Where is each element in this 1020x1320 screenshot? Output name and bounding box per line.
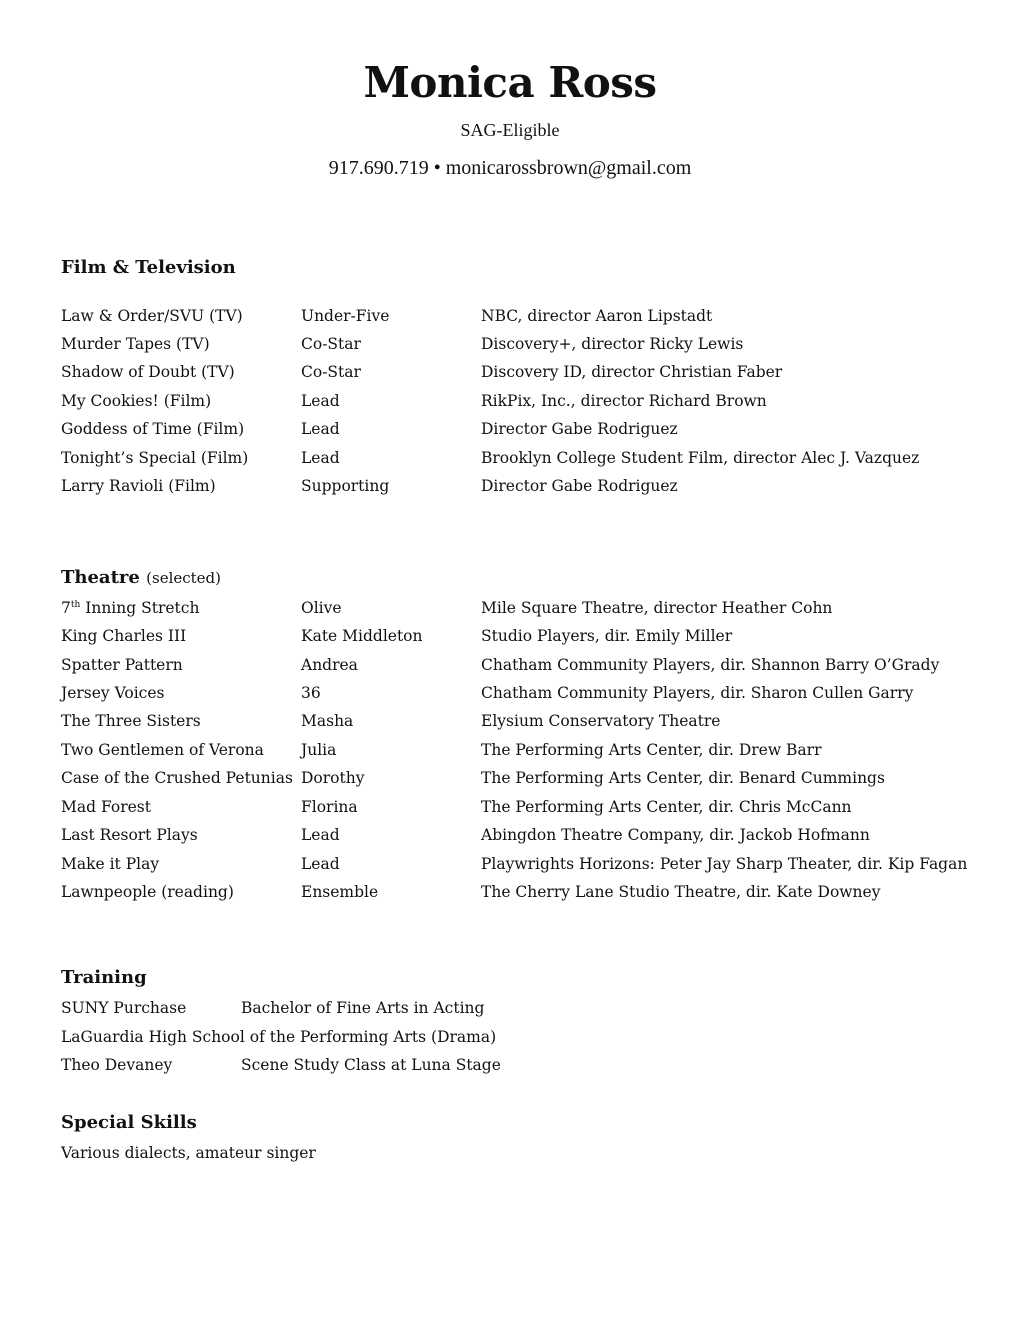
credit-title: Last Resort Plays (61, 826, 198, 844)
credit-role: Julia (301, 741, 337, 759)
credit-company: The Performing Arts Center, dir. Benard Cummings (481, 769, 885, 787)
credit-row (61, 766, 961, 790)
credit-company: Studio Players, dir. Emily Miller (481, 627, 733, 645)
training-school: SUNY Purchase (61, 999, 187, 1017)
credit-title: Spatter Pattern (61, 656, 183, 674)
credit-title: Law & Order/SVU (TV) (61, 307, 243, 325)
credit-title: Larry Ravioli (Film) (61, 477, 216, 495)
credit-title: King Charles III (61, 627, 187, 645)
credit-company: Playwrights Horizons: Peter Jay Sharp Theater, dir. Kip Fagan (481, 855, 968, 873)
credit-company: Abingdon Theatre Company, dir. Jackob Hofmann (481, 826, 870, 844)
credit-role: Masha (301, 712, 354, 730)
credit-title: My Cookies! (Film) (61, 392, 212, 410)
credit-title: Make it Play (61, 855, 160, 873)
credit-company: Brooklyn College Student Film, director Alec J. Vazquez (481, 449, 920, 467)
credit-title: Goddess of Time (Film) (61, 420, 245, 438)
section-note: (selected) (146, 569, 222, 587)
credit-row (61, 446, 961, 470)
credit-role: Co-Star (301, 335, 361, 353)
credit-title: Tonight’s Special (Film) (61, 449, 249, 467)
credit-title: Shadow of Doubt (TV) (61, 363, 235, 381)
credit-company: The Performing Arts Center, dir. Chris McCann (481, 798, 852, 816)
training-row (61, 996, 961, 1020)
credit-title: Jersey Voices (61, 684, 165, 702)
credit-row (61, 304, 961, 328)
credit-row (61, 880, 961, 904)
credit-title: Case of the Crushed Petunias (61, 769, 293, 787)
credit-role: Kate Middleton (301, 627, 423, 645)
credit-title: Murder Tapes (TV) (61, 335, 210, 353)
credit-role: 36 (301, 684, 321, 702)
resume-name: Monica Ross (363, 58, 657, 107)
training-program: Bachelor of Fine Arts in Acting (241, 999, 485, 1017)
contact-info: 917.690.719 • monicarossbrown@gmail.com (328, 157, 692, 179)
credit-role: Andrea (301, 656, 358, 674)
credit-row (61, 332, 961, 356)
credit-row (61, 823, 961, 847)
credit-company: Chatham Community Players, dir. Sharon Cullen Garry (481, 684, 914, 702)
credit-role: Ensemble (301, 883, 379, 901)
credit-role: Lead (301, 826, 340, 844)
skills-text: Various dialects, amateur singer (61, 1144, 316, 1162)
credit-company: Discovery+, director Ricky Lewis (481, 335, 744, 353)
credit-row (61, 360, 961, 384)
credit-row (61, 474, 961, 498)
credit-company: The Performing Arts Center, dir. Drew Barr (481, 741, 822, 759)
credit-row (61, 624, 961, 648)
credit-row (61, 653, 961, 677)
training-program: Scene Study Class at Luna Stage (241, 1056, 501, 1074)
credit-title-superscript: th (70, 599, 81, 610)
credit-company: Director Gabe Rodriguez (481, 477, 678, 495)
credit-role: Lead (301, 392, 340, 410)
credit-company: Director Gabe Rodriguez (481, 420, 678, 438)
training-row (61, 1053, 961, 1077)
credit-role: Supporting (301, 477, 390, 495)
credit-role: Lead (301, 449, 340, 467)
credit-role: Olive (301, 599, 342, 617)
credit-row (61, 738, 961, 762)
credit-role: Under-Five (301, 307, 390, 325)
credit-title (61, 596, 199, 620)
section-title-theatre (61, 566, 221, 590)
credit-title: Mad Forest (61, 798, 151, 816)
training-row: LaGuardia High School of the Performing Arts (Drama) (61, 1028, 497, 1046)
credit-company: Chatham Community Players, dir. Shannon Barry O’Grady (481, 656, 940, 674)
credit-row (61, 596, 961, 620)
credit-company: The Cherry Lane Studio Theatre, dir. Kate Downey (481, 883, 881, 901)
credit-role: Co-Star (301, 363, 361, 381)
section-title-text: Theatre (61, 567, 140, 588)
credit-company: NBC, director Aaron Lipstadt (481, 307, 713, 325)
section-title-training: Training (61, 967, 147, 988)
credit-row (61, 709, 961, 733)
credit-company: RikPix, Inc., director Richard Brown (481, 392, 767, 410)
section-title-film-tv: Film & Television (61, 257, 236, 278)
credit-row (61, 681, 961, 705)
credit-title: The Three Sisters (61, 712, 201, 730)
credit-role: Dorothy (301, 769, 365, 787)
credit-row (61, 417, 961, 441)
union-status: SAG-Eligible (460, 120, 560, 140)
credit-role: Lead (301, 420, 340, 438)
section-title-special-skills: Special Skills (61, 1112, 197, 1133)
credit-title: Lawnpeople (reading) (61, 883, 234, 901)
credit-title-number: 7 (61, 599, 71, 617)
credit-row (61, 389, 961, 413)
credit-role: Florina (301, 798, 358, 816)
credit-company: Mile Square Theatre, director Heather Cohn (481, 599, 833, 617)
training-school: Theo Devaney (61, 1056, 173, 1074)
credit-company: Discovery ID, director Christian Faber (481, 363, 783, 381)
credit-company: Elysium Conservatory Theatre (481, 712, 721, 730)
credit-title-rest: Inning Stretch (80, 599, 200, 617)
credit-row (61, 795, 961, 819)
credit-title: Two Gentlemen of Verona (61, 741, 264, 759)
credit-role: Lead (301, 855, 340, 873)
credit-row (61, 852, 968, 876)
